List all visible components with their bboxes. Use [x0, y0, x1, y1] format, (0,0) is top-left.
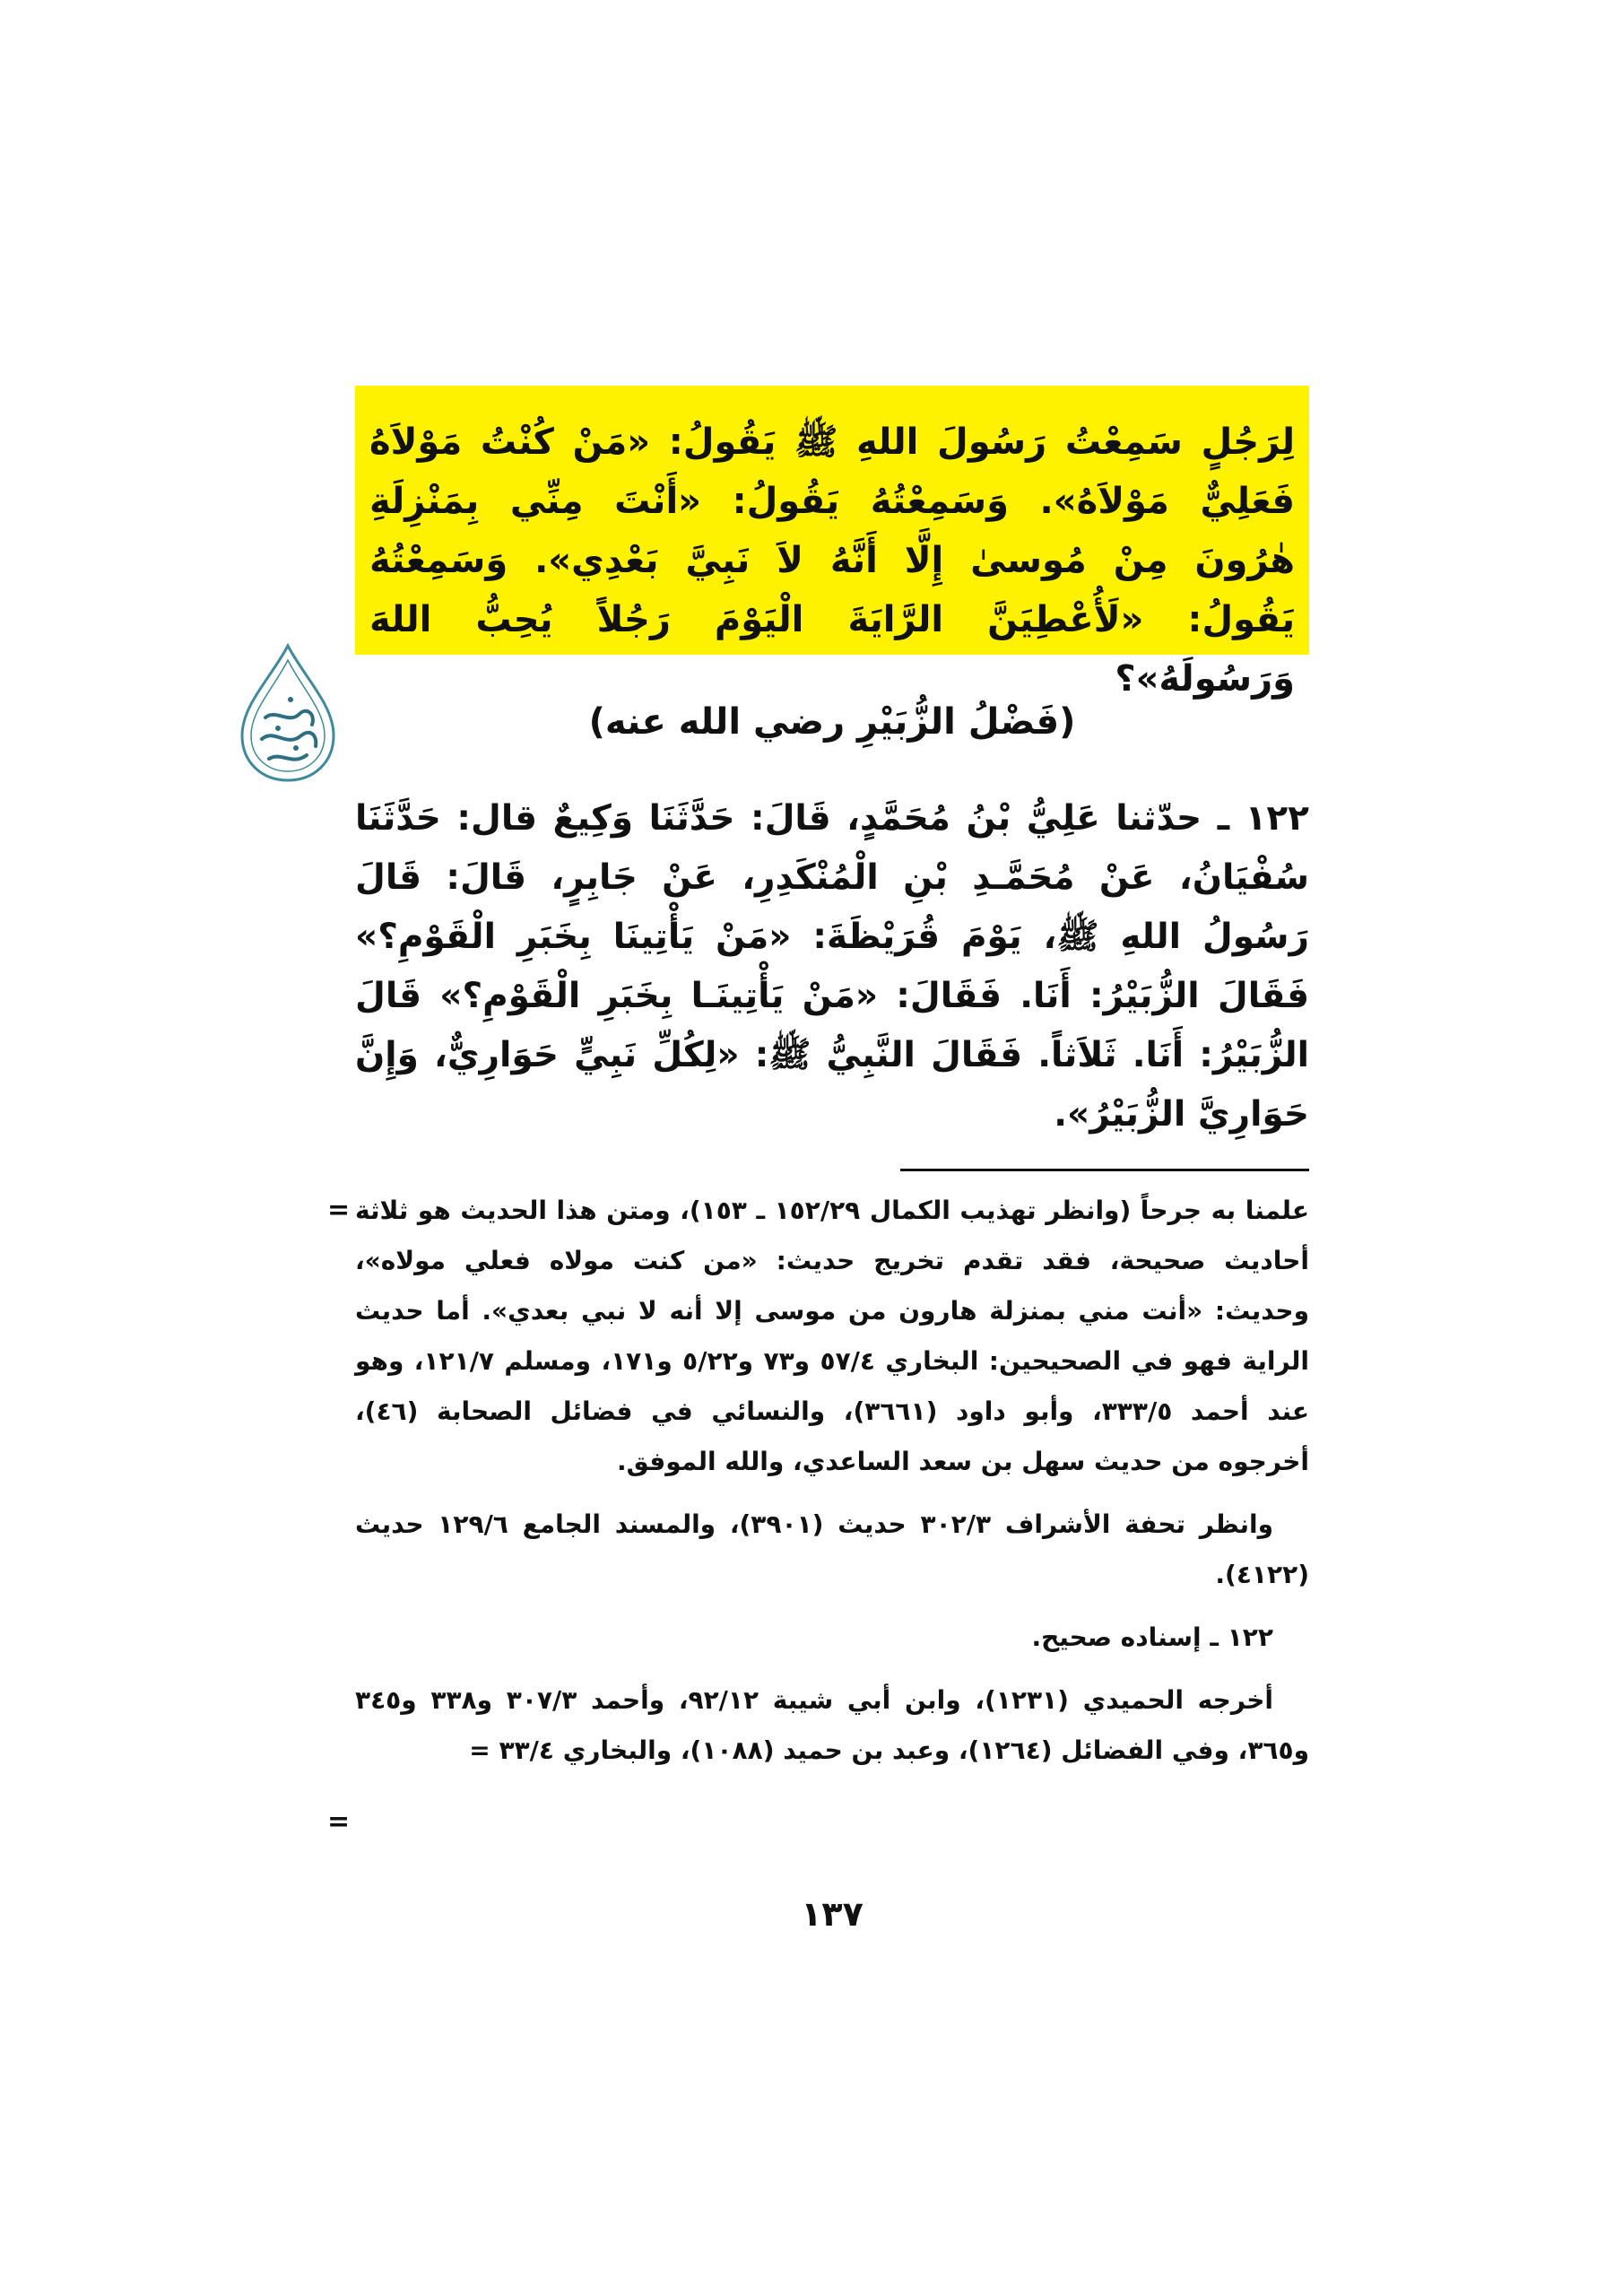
footnote-paragraph: علمنا به جرحاً (وانظر تهذيب الكمال ١٥٢/٢٩ ـ ١٥٣)، ومتن هذا الحديث هو ثلاثة أحاديث صحيحة، فقد تقدم تخريج حديث: «من كنت مولاه فعلي مولاه»، وحديث: «أنت مني بمنزلة هارون من موسى إلا أنه لا نبي بعدي». أما حديث الراية فهو في الصحيحين: البخاري ٥٧/٤ و٧٣ و٥/٢٢ و١٧١، ومسلم ١٢١/٧، وهو عند أحمد ٣٣٣/٥، وأبو داود (٣٦٦١)، والنسائي في فضائل الصحابة (٤٦)، أخرجوه من حديث سهل بن سعد الساعدي، والله الموفق. [355, 1196, 1310, 1476]
publisher-logo-icon [235, 642, 341, 784]
footnote-separator [900, 1169, 1309, 1171]
footnote-paragraph: أخرجه الحميدي (١٢٣١)، وابن أبي شيبة ٩٢/١٢، وأحمد ٣٠٧/٣ و٣٣٨ و٣٤٥ و٣٦٥، وفي الفضائل (١٢٦٤)، وعبد بن حميد (١٠٨٨)، والبخاري ٣٣/٤ = [355, 1685, 1309, 1765]
continuation-mark-start: = [327, 1195, 351, 1226]
highlighted-passage [355, 386, 1309, 700]
continuation-mark-end: = [327, 1806, 351, 1838]
footnote-paragraph: ١٢٢ ـ إسناده صحيح. [1031, 1622, 1273, 1652]
footnote-paragraph: وانظر تحفة الأشراف ٣٠٢/٣ حديث (٣٩٠١)، والمسند الجامع ١٢٩/٦ حديث (٤١٢٢). [355, 1509, 1309, 1589]
page-number: ١٣٧ [801, 1894, 864, 1934]
section-heading: (فَضْلُ الزُّبَيْرِ رضي الله عنه) [588, 701, 1076, 743]
hadith-text: ١٢٢ ـ حدّثنا عَلِيُّ بْنُ مُحَمَّدٍ، قَالَ: حَدَّثَنَا وَكِيعٌ قال: حَدَّثَنَا سُفْيَانُ، عَنْ مُحَمَّـدِ بْنِ الْمُنْكَدِرِ، عَنْ جَابِرٍ، قَالَ: قَالَ رَسُولُ اللهِ ﷺ، يَوْمَ قُرَيْظَةَ: «مَنْ يَأْتِينَا بِخَبَرِ الْقَوْمِ؟» فَقَالَ الزُّبَيْرُ: أَنَا. فَقَالَ: «مَنْ يَأْتِينَـا بِخَبَرِ الْقَوْمِ؟» قَالَ الزُّبَيْرُ: أَنَا. ثَلاَثاً. فَقَالَ النَّبِيُّ ﷺ: «لِكُلِّ نَبِيٍّ حَوَارِيٌّ، وَإِنَّ حَوَارِيَّ الزُّبَيْرُ». [355, 798, 1309, 1135]
footnotes [355, 1186, 1309, 1776]
highlighted-text: لِرَجُلٍ سَمِعْتُ رَسُولَ اللهِ ﷺ يَقُولُ: «مَنْ كُنْتُ مَوْلاَهُ فَعَلِيٌّ مَوْلاَهُ». وَسَمِعْتُهُ يَقُولُ: «أَنْتَ مِنِّي بِمَنْزِلَةِ هٰرُونَ مِنْ مُوسىٰ إِلَّا أَنَّهُ لاَ نَبِيَّ بَعْدِي». وَسَمِعْتُهُ يَقُولُ: «لَأُعْطِيَنَّ الرَّايَةَ الْيَوْمَ رَجُلاً يُحِبُّ اللهَ وَرَسُولَهُ»؟ [369, 422, 1295, 700]
